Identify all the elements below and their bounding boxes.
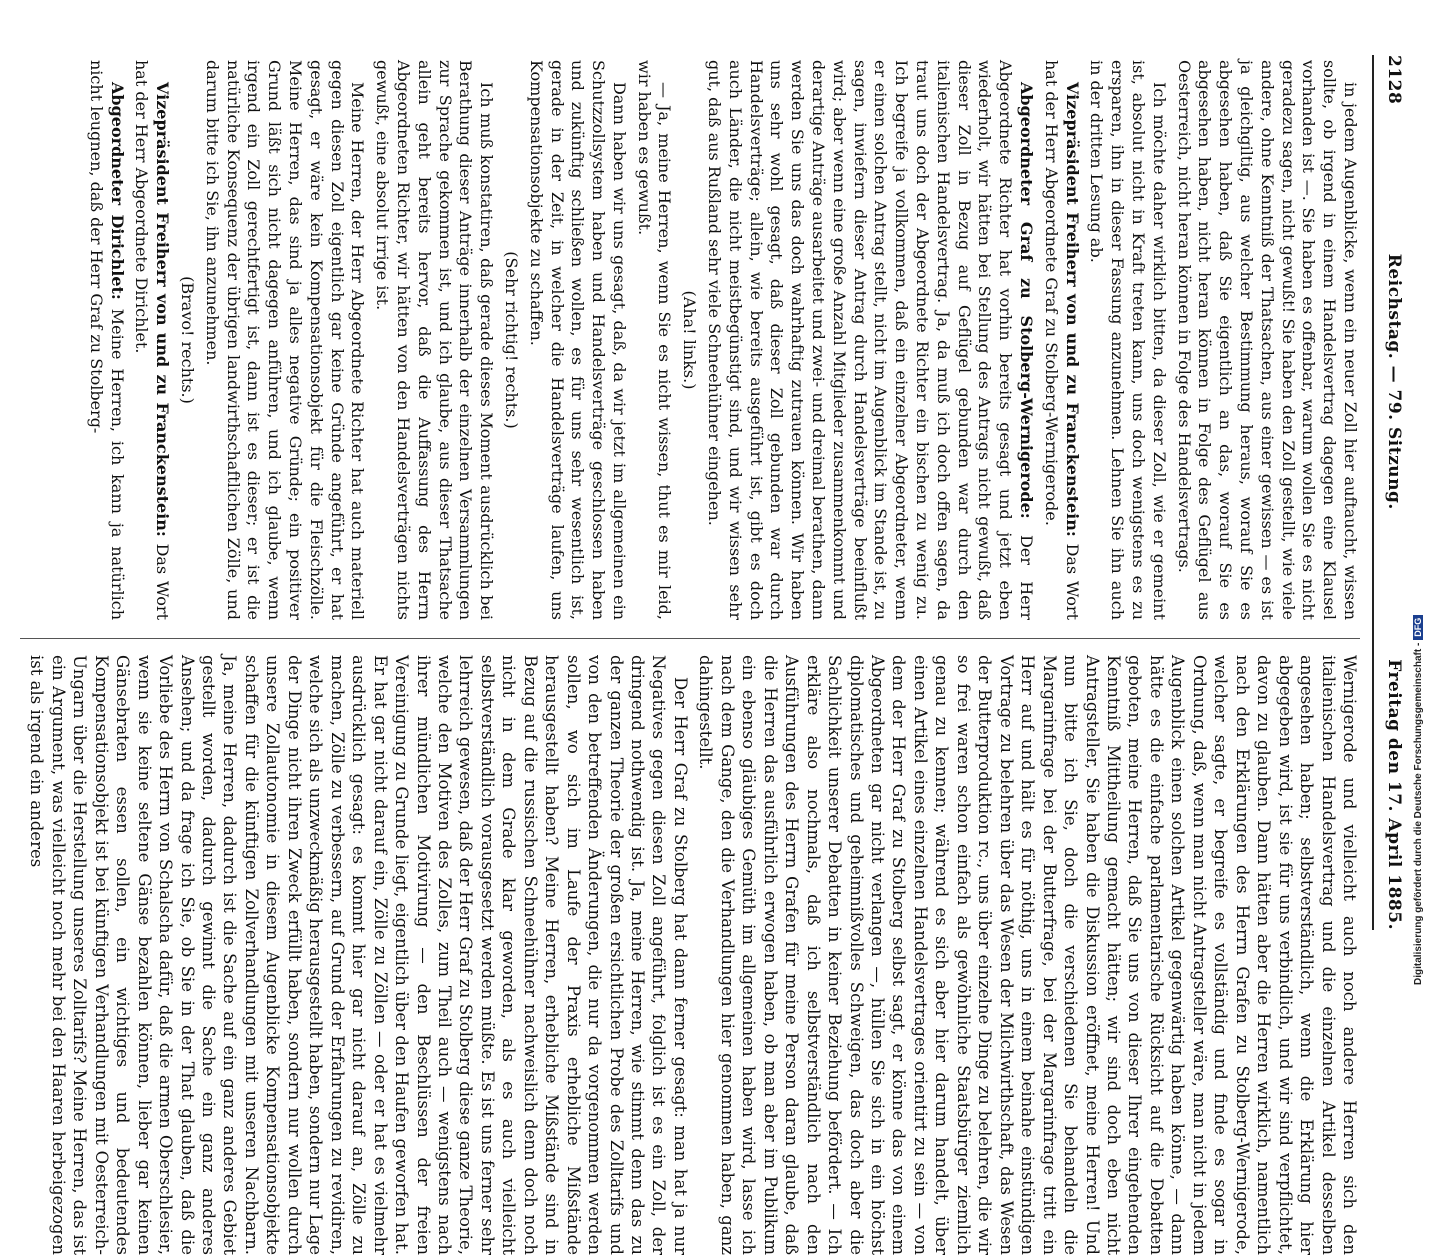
speaker-paragraph (1040, 60, 1082, 620)
header-session: Reichstag. — 79. Sitzung. (1384, 253, 1404, 510)
speaker-name: Vizepräsident Freiherr von und zu Franckenstein: (1062, 82, 1082, 537)
right-column (22, 655, 1360, 1255)
dfg-logo: DFG (1413, 615, 1423, 640)
speaker-paragraph (131, 60, 173, 620)
paragraph: — Ja, meine Herren, wenn Sie es nicht wissen, thut es mir leid, wir haben es gewußt. (634, 60, 675, 620)
paragraph: Meine Herren, der Herr Abgeordnete Richter hat auch materiell gegen diesen Zoll eigentlich gar keine Gründe angeführt, er hat gesagt, er wäre kein Kompensationsobjekt für die Fleischzölle. Meine Herren, das sind ja alles negative Gründe; ein positiver Grund läßt sich nicht dagegen anführen, und ich glaube, wenn irgend ein Zoll gerechtfertigt ist, dann ist es dieser; er ist die natürliche Konsequenz der übrigen landwirthschaftlichen Zölle, und darum bitte ich Sie, ihn anzunehmen. (202, 60, 368, 620)
dfg-credit-text: Digitalisierung gefördert durch die Deutsche Forschungsgemeinschaft - (1413, 642, 1424, 985)
interjection: (Aha! links.) (680, 290, 700, 390)
speaker-paragraph (85, 60, 127, 620)
speaker-name: Abgeordneter Graf zu Stolberg-Wernigerode: (1017, 82, 1037, 519)
interjection: (Sehr richtig! rechts.) (501, 251, 521, 429)
header-date: Freitag den 17. April 1885. (1384, 659, 1404, 930)
page-number: 2128 (1384, 55, 1404, 105)
paragraph: Ich möchte daher wirklich bitten, da dieser Zoll, wie er gemeint ist, absolut nicht in Kraft treten kann, uns doch wenigstens es zu ersparen, ihn in dieser Fassung anzunehmen. Lehnen Sie ihn auch in der dritten Lesung ab. (1087, 60, 1169, 620)
speech-text: Das Wort hat der Herr Abgeordnete Dirichlet. (132, 60, 173, 621)
paragraph: Der Herr Graf zu Stolberg hat dann ferner gesagt: man hat ja nur Negatives gegen diesen Zoll angeführt, folglich ist es ein Zoll, der dringend nothwendig ist. Ja, meine Herren, wie stimmt denn das zu der ganzen Theorie der großen ersichtlichen Probe des Zolltarifs und von den betreffenden Änderungen, die nur da vorgenommen werden sollen, wo sich im Laufe der Praxis erhebliche Mißstände herausgestellt haben? Meine Herren, erhebliche Mißstände sind in Bezug auf die russischen Schneehühner nachweislich denn doch noch nicht in dem Grade klar geworden, als es auch vielleicht selbstverständlich vorausgesetzt werden müßte. Es ist uns ferner sehr lehrreich gewesen, daß der Herr Graf zu Stolberg diese ganze Theorie, welche den Motiven des Zolles, zum Theil auch — wenigstens nach ihrer mündlichen Motivirung — den Beschlüssen der freien Vereinigung zu Grunde liegt, eigentlich über den Haufen geworfen hat. Er hat gar nicht darauf ein, Zölle zu Zöllen — oder er hat es vielmehr ausdrücklich gesagt: es kommt hier gar nicht darauf an, Zölle zu machen, Zölle zu verbessern, auf Grund der Erfahrungen zu revidiren, welche sich als unzweckmäßig herausgestellt haben, sondern nur Lage der Dinge nicht ihren Zweck erfüllt haben, sondern nur wollen durch unsere Zollautonomie in diesem Augenblicke Kompensationsobjekte schaffen für die künftigen Zollverhandlungen mit unseren Nachbarn. Ja, meine Herren, dadurch ist die Sache auf ein ganz anderes Gebiet gestellt worden, dadurch gewinnt die Sache ein ganz anderes Ansehen; und da frage ich Sie, ob Sie in der That glauben, daß die Vorliebe des Herrn von Schalscha dafür, daß die armen Oberschlesier, wenn sie keine seltene Gänse bezahlen können, lieber gar keinen Gänsebraten essen sollen, ein wichtiges und bedeutendes Kompensationsobjekt ist bei künftigen Verhandlungen mit Oesterreich-Ungarn über die Herstellung unseres Zolltarifs? Meine Herren, das ist ein Argument, was vielleicht noch mehr bei den Haaren herbeigezogen ist als irgend ein anderes (27, 655, 690, 1255)
dfg-credit (1413, 615, 1424, 985)
paragraph: Ich muß konstatiren, daß gerade dieses Moment ausdrücklich bei Berathung dieser Anträge innerhalb der einzelnen Versammlungen zur Sprache gekommen ist, und ich glaube, aus dieser Thatsache allein geht bereits hervor, daß die Auffassung des Herrn Abgeordneten Richter, wir hätten von den Handelsverträgen nichts gewußt, eine absolut irrige ist. (373, 60, 497, 620)
speaker-paragraph (703, 60, 1036, 620)
column-divider (20, 638, 1360, 639)
paragraph: Dann haben wir uns gesagt, daß, da wir jetzt im allgemeinen ein Schutzzollsystem haben und Handelsverträge geschlossen haben und zukünftig schließen wollen, es für uns sehr wesentlich ist, gerade in der Zeit, in welcher die Handelsverträge laufen, uns Kompensationsobjekte zu schaffen. (526, 60, 629, 620)
speech-text: Das Wort hat der Herr Abgeordnete Graf zu Stolberg-Wernigerode. (1041, 60, 1082, 621)
speaker-name: Abgeordneter Dirichlet: (107, 82, 127, 300)
speech-text: Meine Herren, ich kann ja natürlich nicht leugnen, daß der Herr Graf zu Stolberg- (86, 60, 127, 621)
left-column (81, 60, 1360, 620)
page-header (1372, 55, 1414, 930)
interjection: (Bravo! rechts.) (177, 276, 197, 404)
paragraph: Wernigerode und vielleicht auch noch andere Herren sich den italienischen Handelsvertrag und die einzelnen Artikel desselben angesehen haben; selbstverständlich, wenn die Erklärung hier abgegeben wird, ist sie für uns verbindlich, und wir sind verpflichtet, davon zu glauben. Dann hätten aber die Herren wirklich, namentlich nach den Erklärungen des Herrn Grafen zu Stolberg-Wernigerode, welcher sagte, er begreife es vollständig und finde es sogar in Ordnung, daß, wenn man nicht Antragsteller wäre, man nicht in jedem Augenblick einen solchen Artikel gegenwärtig haben könne, — dann hätte es die einfache parlamentarische Rücksicht auf die Debatten geboten, meine Herren, daß Sie uns von dieser Ihrer eingehenden Kenntniß Mittheilung gemacht hätten; wir sind doch eben nicht Antragsteller, Sie haben die Diskussion eröffnet, meine Herren! Und nun bitte ich Sie, doch die verschiedenen Sie behandeln die Margarinfrage bei der Butterfrage, bei der Margarinfrage tritt ein Herr auf und hält es für nöthig, uns in einem beinahe einstündigen Vortrage zu belehren über das Wesen der Milchwirthschaft, das Wesen der Butterproduktion rc., uns über einzelne Dinge zu belehren, die wir so frei waren schon einfach als gewöhnliche Staatsbürger ziemlich genau zu kennen; während es sich aber hier darum handelt, über einen Artikel eines einzelnen Handelsvertrages orientirt zu sein — von dem der Herr Graf zu Stolberg selbst sagt, er könne das von einem Abgeordneten gar nicht verlangen —, hüllen Sie sich in ein höchst diplomatisches und geheimnißvolles Schweigen, das doch aber die Sachlichkeit unserer Debatten in keiner Beziehung befördert. — Ich erkläre also nochmals, daß ich selbstverständlich nach den Ausführungen des Herrn Grafen für meine Person daran glaube, daß die Herren das ausführlich erwogen haben, ob man aber im Publikum ein ebenso gläubiges Gemüth im allgemeinen haben wird, lasse ich nach dem Gange, den die Verhandlungen hier genommen haben, ganz dahingestellt. (696, 655, 1359, 1255)
speaker-name: Vizepräsident Freiherr von und zu Franckenstein: (153, 82, 173, 537)
paragraph: in jedem Augenblicke, wenn ein neuer Zoll hier auftaucht, wissen sollte, ob irgend in einem Handelsvertrag dagegen eine Klausel vorhanden ist —. Sie haben es offenbar, warum wollen Sie es nicht geradezu sagen, nicht gewußt! Sie haben den Zoll gestellt, wie viele andere, ohne Kenntniß der Thatsachen, aus einer gewissen — es ist ja gleichgiltig, aus welcher Bestimmung heraus, worauf Sie es abgesehen haben, daß Sie eigentlich an das, worauf Sie es abgesehen haben, nicht heran können in Folge des Geflügel aus Oesterreich, nicht heran können in Folge des Handelsvertrags. (1174, 60, 1360, 620)
speech-text: Der Herr Abgeordnete Richter hat vorhin bereits gesagt und jetzt eben wiederholt, wir hätten bei Stellung des Antrags nicht gewußt, daß dieser Zoll in Bezug auf Geflügel gebunden war durch den italienischen Handelsvertrag. Ja, da muß ich doch offen sagen, da traut uns doch der Abgeordnete Richter ein bischen zu wenig zu. Ich begreife ja vollkommen, daß ein einzelner Abgeordneter, wenn er einen solchen Antrag stellt, nicht im Augenblick im Stande ist, zu sagen, inwiefern dieser Antrag durch Handelsverträge beeinflußt wird; aber wenn eine große Anzahl Mitglieder zusammenkommt und derartige Anträge ausarbeitet und zwei- und dreimal berathen, dann werden Sie uns das doch wahrhaftig zutrauen können. Wir haben uns sehr wohl gesagt, daß dieser Zoll gebunden war durch Handelsverträge; allein, wie bereits ausgeführt ist, gibt es doch auch Länder, die nicht meistbegünstigt sind, und wir wissen sehr gut, daß aus Rußland sehr viele Schneehühner eingehen. (705, 60, 1037, 621)
